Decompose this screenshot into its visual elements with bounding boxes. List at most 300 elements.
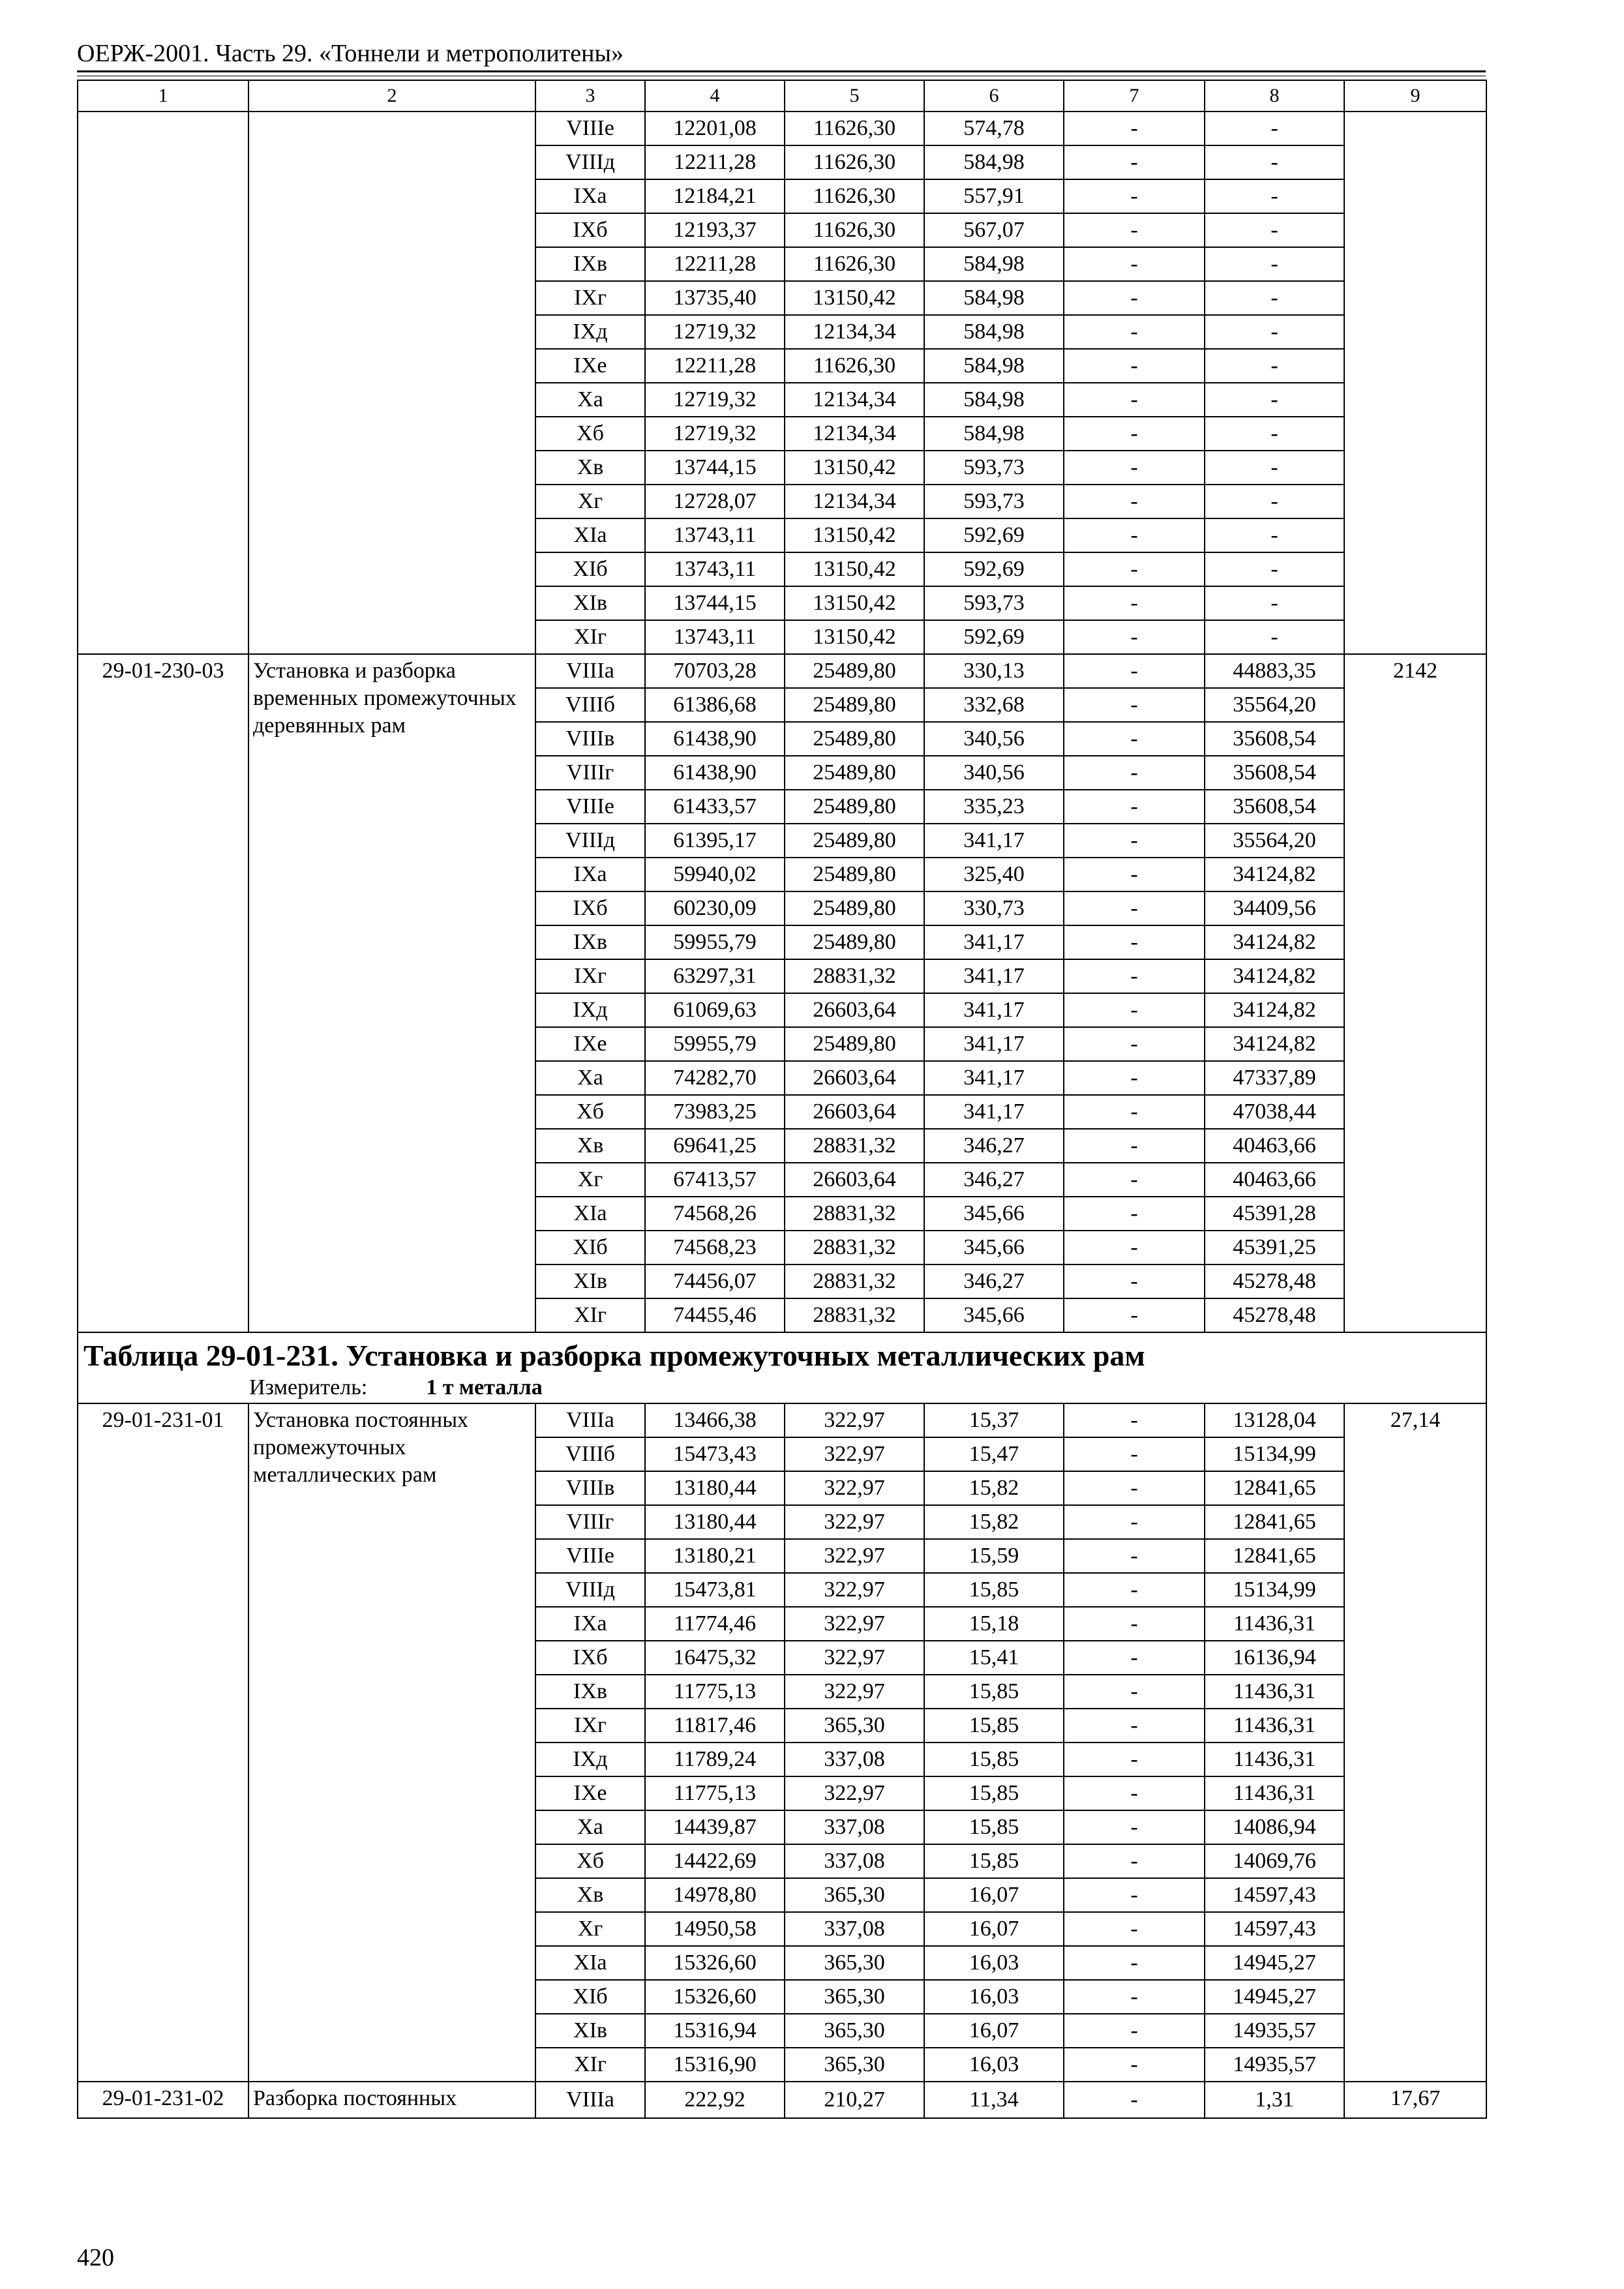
value-cell: 12193,37 — [645, 213, 785, 247]
value-cell: 28831,32 — [785, 1129, 924, 1163]
value-cell: 593,73 — [924, 485, 1064, 518]
zone-cell: VIIIа — [535, 654, 645, 688]
value-cell: 16,07 — [924, 1912, 1064, 1946]
value-cell: 25489,80 — [785, 891, 924, 925]
zone-cell: VIIIе — [535, 112, 645, 145]
value-cell: 15,18 — [924, 1607, 1064, 1641]
value-cell: 15,82 — [924, 1505, 1064, 1539]
value-cell: - — [1064, 654, 1205, 688]
value-cell: 340,56 — [924, 722, 1064, 756]
value-cell: 70703,28 — [645, 654, 785, 688]
zone-cell: VIIIа — [535, 2082, 645, 2118]
value-cell: 13150,42 — [785, 518, 924, 552]
value-cell: 14945,27 — [1205, 1946, 1344, 1980]
value-cell: - — [1205, 315, 1344, 349]
zone-cell: IXа — [535, 858, 645, 891]
value-cell: 40463,66 — [1205, 1163, 1344, 1197]
zone-cell: VIIIд — [535, 824, 645, 858]
value-cell: - — [1205, 451, 1344, 485]
value-cell: 337,08 — [785, 1844, 924, 1878]
value-cell: 14439,87 — [645, 1810, 785, 1844]
value-cell: 365,30 — [785, 1980, 924, 2014]
value-cell: 59940,02 — [645, 858, 785, 891]
value-cell: 11436,31 — [1205, 1743, 1344, 1776]
value-cell: 13150,42 — [785, 451, 924, 485]
value-cell: 322,97 — [785, 1471, 924, 1505]
value-cell: 322,97 — [785, 1403, 924, 1437]
value-cell: - — [1205, 620, 1344, 654]
value-cell: 340,56 — [924, 756, 1064, 790]
zone-cell: VIIIб — [535, 688, 645, 722]
value-cell: 322,97 — [785, 1641, 924, 1675]
zone-cell: IXв — [535, 1675, 645, 1709]
value-cell: 15134,99 — [1205, 1573, 1344, 1607]
col9-value: 2142 — [1344, 654, 1486, 1332]
value-cell: - — [1205, 383, 1344, 417]
zone-cell: VIIIв — [535, 722, 645, 756]
zone-cell: Xб — [535, 1095, 645, 1129]
value-cell: 16,07 — [924, 2014, 1064, 2048]
zone-cell: IXе — [535, 349, 645, 383]
value-cell: - — [1064, 315, 1205, 349]
value-cell: 74455,46 — [645, 1298, 785, 1332]
value-cell: 28831,32 — [785, 959, 924, 993]
value-cell: - — [1064, 1946, 1205, 1980]
value-cell: - — [1064, 1844, 1205, 1878]
value-cell: 15,59 — [924, 1539, 1064, 1573]
value-cell: 337,08 — [785, 1912, 924, 1946]
value-cell: 337,08 — [785, 1743, 924, 1776]
value-cell: 15316,90 — [645, 2048, 785, 2082]
value-cell: - — [1064, 485, 1205, 518]
value-cell: 365,30 — [785, 1878, 924, 1912]
value-cell: - — [1064, 1810, 1205, 1844]
value-cell: 12211,28 — [645, 247, 785, 281]
value-cell: 341,17 — [924, 1061, 1064, 1095]
work-name: Разборка постоянных — [248, 2082, 535, 2118]
column-number: 8 — [1205, 80, 1344, 112]
value-cell: - — [1064, 1298, 1205, 1332]
value-cell: 35608,54 — [1205, 790, 1344, 824]
value-cell: 584,98 — [924, 383, 1064, 417]
value-cell: - — [1064, 1264, 1205, 1298]
value-cell: 210,27 — [785, 2082, 924, 2118]
zone-cell: Xв — [535, 1129, 645, 1163]
column-number: 4 — [645, 80, 785, 112]
value-cell: 345,66 — [924, 1197, 1064, 1231]
value-cell: 335,23 — [924, 790, 1064, 824]
value-cell: - — [1205, 417, 1344, 451]
value-cell: 60230,09 — [645, 891, 785, 925]
value-cell: 69641,25 — [645, 1129, 785, 1163]
value-cell: 13743,11 — [645, 518, 785, 552]
value-cell: - — [1205, 349, 1344, 383]
value-cell: 61069,63 — [645, 993, 785, 1027]
value-cell: 567,07 — [924, 213, 1064, 247]
value-cell: 28831,32 — [785, 1298, 924, 1332]
value-cell: 26603,64 — [785, 1163, 924, 1197]
zone-cell: XIг — [535, 2048, 645, 2082]
value-cell: 365,30 — [785, 2014, 924, 2048]
page-header: ОЕРЖ-2001. Часть 29. «Тоннели и метрополитены» — [77, 40, 624, 67]
value-cell: 15,41 — [924, 1641, 1064, 1675]
value-cell: 15473,81 — [645, 1573, 785, 1607]
value-cell: 45391,25 — [1205, 1231, 1344, 1264]
value-cell: 25489,80 — [785, 1027, 924, 1061]
value-cell: 25489,80 — [785, 756, 924, 790]
rate-code: 29-01-231-02 — [78, 2082, 248, 2118]
value-cell: - — [1064, 2014, 1205, 2048]
value-cell: 12184,21 — [645, 179, 785, 213]
value-cell: 25489,80 — [785, 790, 924, 824]
zone-cell: VIIIа — [535, 1403, 645, 1437]
value-cell: - — [1064, 824, 1205, 858]
value-cell: 592,69 — [924, 518, 1064, 552]
value-cell: 592,69 — [924, 620, 1064, 654]
value-cell: 15326,60 — [645, 1980, 785, 2014]
value-cell: 15326,60 — [645, 1946, 785, 1980]
table-unit — [78, 1373, 1486, 1403]
value-cell: 222,92 — [645, 2082, 785, 2118]
col9-value — [1344, 112, 1486, 654]
value-cell: 11775,13 — [645, 1675, 785, 1709]
column-number: 7 — [1064, 80, 1205, 112]
value-cell: 34124,82 — [1205, 1027, 1344, 1061]
value-cell: 25489,80 — [785, 688, 924, 722]
zone-cell: XIв — [535, 1264, 645, 1298]
value-cell: - — [1064, 213, 1205, 247]
value-cell: 45278,48 — [1205, 1264, 1344, 1298]
value-cell: 35564,20 — [1205, 688, 1344, 722]
zone-cell: IXв — [535, 925, 645, 959]
value-cell: 34124,82 — [1205, 858, 1344, 891]
value-cell: - — [1064, 620, 1205, 654]
zone-cell: XIв — [535, 2014, 645, 2048]
value-cell: 13744,15 — [645, 451, 785, 485]
value-cell: 15316,94 — [645, 2014, 785, 2048]
value-cell: 45391,28 — [1205, 1197, 1344, 1231]
value-cell: - — [1064, 1743, 1205, 1776]
value-cell: 12719,32 — [645, 383, 785, 417]
value-cell: 12134,34 — [785, 485, 924, 518]
value-cell: 73983,25 — [645, 1095, 785, 1129]
value-cell: - — [1205, 586, 1344, 620]
value-cell: 322,97 — [785, 1573, 924, 1607]
value-cell: - — [1064, 1403, 1205, 1437]
zone-cell: Xа — [535, 1061, 645, 1095]
value-cell: 593,73 — [924, 451, 1064, 485]
value-cell: 341,17 — [924, 1095, 1064, 1129]
value-cell: 13150,42 — [785, 620, 924, 654]
value-cell: 25489,80 — [785, 722, 924, 756]
value-cell: 74282,70 — [645, 1061, 785, 1095]
value-cell: - — [1064, 925, 1205, 959]
value-cell: 61386,68 — [645, 688, 785, 722]
zone-cell: IXб — [535, 1641, 645, 1675]
value-cell: - — [1205, 179, 1344, 213]
value-cell: 59955,79 — [645, 1027, 785, 1061]
value-cell: - — [1064, 1709, 1205, 1743]
value-cell: - — [1064, 1163, 1205, 1197]
value-cell: - — [1064, 1607, 1205, 1641]
value-cell: - — [1205, 281, 1344, 315]
zone-cell: IXа — [535, 179, 645, 213]
zone-cell: Xа — [535, 383, 645, 417]
value-cell: 14945,27 — [1205, 1980, 1344, 2014]
value-cell: - — [1064, 2082, 1205, 2118]
value-cell: 322,97 — [785, 1437, 924, 1471]
value-cell: 13743,11 — [645, 552, 785, 586]
zone-cell: IXд — [535, 1743, 645, 1776]
value-cell: - — [1064, 1675, 1205, 1709]
value-cell: 12211,28 — [645, 349, 785, 383]
value-cell: 13743,11 — [645, 620, 785, 654]
zone-cell: VIIIг — [535, 1505, 645, 1539]
value-cell: - — [1064, 179, 1205, 213]
value-cell: 16,03 — [924, 2048, 1064, 2082]
value-cell: 322,97 — [785, 1675, 924, 1709]
value-cell: 13180,21 — [645, 1539, 785, 1573]
value-cell: - — [1064, 1095, 1205, 1129]
value-cell: 34124,82 — [1205, 925, 1344, 959]
header-rule-thick — [77, 70, 1486, 72]
zone-cell: VIIIе — [535, 1539, 645, 1573]
value-cell: 34124,82 — [1205, 993, 1344, 1027]
zone-cell: Xв — [535, 451, 645, 485]
zone-cell: IXб — [535, 891, 645, 925]
value-cell: 45278,48 — [1205, 1298, 1344, 1332]
value-cell: 13150,42 — [785, 552, 924, 586]
value-cell: - — [1064, 1437, 1205, 1471]
value-cell: 35608,54 — [1205, 756, 1344, 790]
value-cell: 25489,80 — [785, 925, 924, 959]
value-cell: 15,85 — [924, 1709, 1064, 1743]
value-cell: - — [1064, 858, 1205, 891]
value-cell: 11626,30 — [785, 179, 924, 213]
value-cell: 61395,17 — [645, 824, 785, 858]
rates-table-body — [78, 80, 1486, 2118]
value-cell: - — [1064, 1027, 1205, 1061]
value-cell: 14597,43 — [1205, 1878, 1344, 1912]
value-cell: 12841,65 — [1205, 1505, 1344, 1539]
value-cell: - — [1064, 1197, 1205, 1231]
zone-cell: XIа — [535, 1946, 645, 1980]
unit-label: Измеритель: — [249, 1375, 368, 1399]
value-cell: 12719,32 — [645, 417, 785, 451]
column-number: 3 — [535, 80, 645, 112]
value-cell: 47038,44 — [1205, 1095, 1344, 1129]
value-cell: - — [1064, 959, 1205, 993]
value-cell: 341,17 — [924, 1027, 1064, 1061]
value-cell: 11436,31 — [1205, 1709, 1344, 1743]
value-cell: 593,73 — [924, 586, 1064, 620]
value-cell: - — [1064, 552, 1205, 586]
value-cell: - — [1064, 112, 1205, 145]
value-cell: 12134,34 — [785, 383, 924, 417]
unit-value: 1 т металла — [426, 1375, 543, 1399]
value-cell: 11436,31 — [1205, 1675, 1344, 1709]
value-cell: 35564,20 — [1205, 824, 1344, 858]
value-cell: 15,85 — [924, 1844, 1064, 1878]
value-cell: - — [1064, 417, 1205, 451]
value-cell: 11789,24 — [645, 1743, 785, 1776]
value-cell: 365,30 — [785, 1946, 924, 1980]
value-cell: 365,30 — [785, 2048, 924, 2082]
value-cell: 584,98 — [924, 315, 1064, 349]
value-cell: 61438,90 — [645, 722, 785, 756]
zone-cell: Xг — [535, 1163, 645, 1197]
value-cell: 34409,56 — [1205, 891, 1344, 925]
value-cell: 61438,90 — [645, 756, 785, 790]
value-cell: 11436,31 — [1205, 1776, 1344, 1810]
value-cell: 322,97 — [785, 1776, 924, 1810]
value-cell: 13180,44 — [645, 1505, 785, 1539]
value-cell: 14069,76 — [1205, 1844, 1344, 1878]
value-cell: 67413,57 — [645, 1163, 785, 1197]
value-cell: 12841,65 — [1205, 1471, 1344, 1505]
value-cell: 346,27 — [924, 1129, 1064, 1163]
value-cell: 26603,64 — [785, 1095, 924, 1129]
value-cell: 11626,30 — [785, 247, 924, 281]
value-cell: 16136,94 — [1205, 1641, 1344, 1675]
value-cell: 15,47 — [924, 1437, 1064, 1471]
value-cell: 14950,58 — [645, 1912, 785, 1946]
zone-cell: IXг — [535, 281, 645, 315]
value-cell: 584,98 — [924, 417, 1064, 451]
value-cell: 12719,32 — [645, 315, 785, 349]
value-cell: 15,85 — [924, 1675, 1064, 1709]
value-cell: 14978,80 — [645, 1878, 785, 1912]
value-cell: 40463,66 — [1205, 1129, 1344, 1163]
value-cell: - — [1064, 1641, 1205, 1675]
zone-cell: IXг — [535, 1709, 645, 1743]
table-row — [78, 112, 1486, 145]
value-cell: 11,34 — [924, 2082, 1064, 2118]
value-cell: 337,08 — [785, 1810, 924, 1844]
value-cell: 13150,42 — [785, 281, 924, 315]
table-row — [78, 2082, 1486, 2118]
value-cell: - — [1205, 518, 1344, 552]
value-cell: 325,40 — [924, 858, 1064, 891]
zone-cell: XIг — [535, 1298, 645, 1332]
value-cell: 584,98 — [924, 247, 1064, 281]
value-cell: 11774,46 — [645, 1607, 785, 1641]
value-cell: - — [1064, 1129, 1205, 1163]
value-cell: - — [1064, 349, 1205, 383]
value-cell: 345,66 — [924, 1298, 1064, 1332]
value-cell: - — [1064, 688, 1205, 722]
column-number: 5 — [785, 80, 924, 112]
zone-cell: XIб — [535, 552, 645, 586]
value-cell: 13150,42 — [785, 586, 924, 620]
value-cell: - — [1064, 281, 1205, 315]
value-cell: 12201,08 — [645, 112, 785, 145]
zone-cell: VIIIв — [535, 1471, 645, 1505]
zone-cell: IXе — [535, 1027, 645, 1061]
value-cell: 15473,43 — [645, 1437, 785, 1471]
value-cell: - — [1205, 112, 1344, 145]
rate-code — [78, 112, 248, 654]
value-cell: 16475,32 — [645, 1641, 785, 1675]
value-cell: - — [1064, 1061, 1205, 1095]
value-cell: 26603,64 — [785, 993, 924, 1027]
value-cell: - — [1064, 451, 1205, 485]
value-cell: 15,85 — [924, 1573, 1064, 1607]
value-cell: 47337,89 — [1205, 1061, 1344, 1095]
value-cell: 330,13 — [924, 654, 1064, 688]
table-row — [78, 1403, 1486, 1437]
value-cell: 322,97 — [785, 1607, 924, 1641]
column-number: 6 — [924, 80, 1064, 112]
value-cell: 15,85 — [924, 1776, 1064, 1810]
column-number: 2 — [248, 80, 535, 112]
column-number-row — [78, 80, 1486, 112]
zone-cell: Xг — [535, 1912, 645, 1946]
value-cell: 584,98 — [924, 281, 1064, 315]
value-cell: 345,66 — [924, 1231, 1064, 1264]
value-cell: 11626,30 — [785, 213, 924, 247]
zone-cell: VIIIд — [535, 1573, 645, 1607]
value-cell: 365,30 — [785, 1709, 924, 1743]
value-cell: - — [1064, 1539, 1205, 1573]
value-cell: - — [1205, 485, 1344, 518]
value-cell: 28831,32 — [785, 1264, 924, 1298]
value-cell: - — [1064, 1471, 1205, 1505]
zone-cell: Xб — [535, 417, 645, 451]
value-cell: - — [1064, 722, 1205, 756]
zone-cell: XIа — [535, 518, 645, 552]
value-cell: 13735,40 — [645, 281, 785, 315]
value-cell: - — [1064, 1878, 1205, 1912]
value-cell: 11817,46 — [645, 1709, 785, 1743]
value-cell: 346,27 — [924, 1264, 1064, 1298]
value-cell: 341,17 — [924, 824, 1064, 858]
value-cell: 15134,99 — [1205, 1437, 1344, 1471]
value-cell: - — [1064, 1573, 1205, 1607]
value-cell: 25489,80 — [785, 654, 924, 688]
zone-cell: XIб — [535, 1980, 645, 2014]
value-cell: 26603,64 — [785, 1061, 924, 1095]
value-cell: 59955,79 — [645, 925, 785, 959]
value-cell: 322,97 — [785, 1505, 924, 1539]
value-cell: 12728,07 — [645, 485, 785, 518]
zone-cell: XIг — [535, 620, 645, 654]
value-cell: 341,17 — [924, 925, 1064, 959]
value-cell: 13128,04 — [1205, 1403, 1344, 1437]
value-cell: 592,69 — [924, 552, 1064, 586]
zone-cell: IXд — [535, 993, 645, 1027]
zone-cell: Xа — [535, 1810, 645, 1844]
value-cell: 74568,26 — [645, 1197, 785, 1231]
value-cell: 11436,31 — [1205, 1607, 1344, 1641]
col9-value: 17,67 — [1344, 2082, 1486, 2118]
value-cell: 14597,43 — [1205, 1912, 1344, 1946]
value-cell: - — [1205, 552, 1344, 586]
zone-cell: XIв — [535, 586, 645, 620]
value-cell: - — [1064, 993, 1205, 1027]
value-cell: 341,17 — [924, 959, 1064, 993]
value-cell: 11775,13 — [645, 1776, 785, 1810]
zone-cell: IXб — [535, 213, 645, 247]
value-cell: 74456,07 — [645, 1264, 785, 1298]
value-cell: 12134,34 — [785, 417, 924, 451]
page-number: 420 — [77, 2244, 114, 2271]
value-cell: 557,91 — [924, 179, 1064, 213]
value-cell: - — [1064, 145, 1205, 179]
value-cell: 341,17 — [924, 993, 1064, 1027]
work-name: Установка постоянных промежуточных металлических рам — [248, 1403, 535, 2082]
value-cell: 25489,80 — [785, 824, 924, 858]
